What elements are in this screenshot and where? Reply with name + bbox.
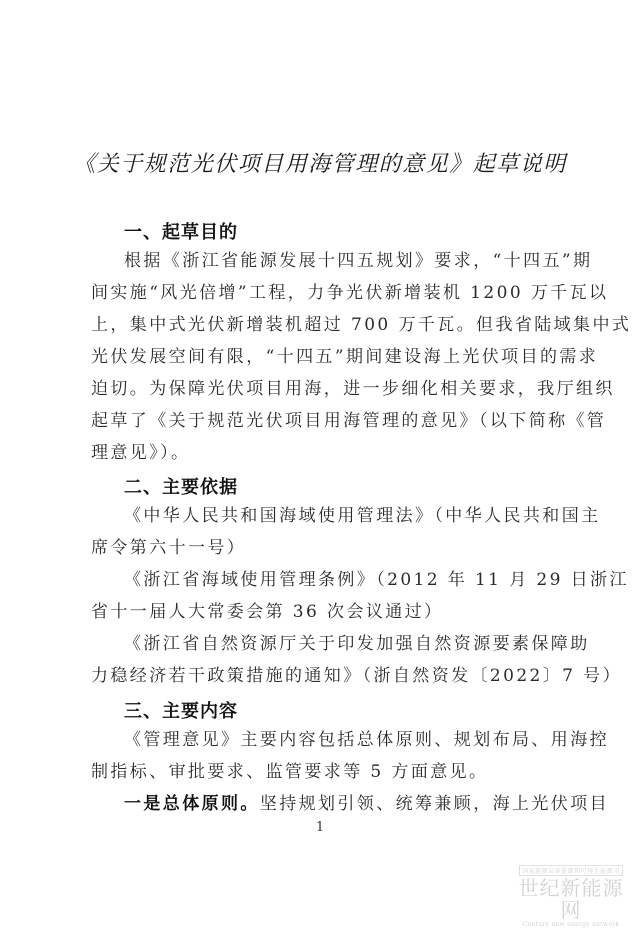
paragraph-line: 光伏发展空间有限，“十四五”期间建设海上光伏项目的需求 — [91, 347, 599, 367]
paragraph-line: 《管理意见》主要内容包括总体原则、规划布局、用海控 — [124, 730, 609, 750]
paragraph-line: 席令第六十一号） — [91, 538, 247, 558]
paragraph-line: 起草了《关于规范光伏项目用海管理的意见》（以下简称《管 — [91, 411, 607, 431]
principle-text: 坚持规划引领、统筹兼顾，海上光伏项目 — [259, 794, 610, 814]
paragraph-line: 迫切。为保障光伏项目用海，进一步细化相关要求，我厅组织 — [91, 379, 615, 399]
paragraph-line: 《中华人民共和国海域使用管理法》（中华人民共和国主 — [124, 506, 601, 526]
principle-label: 一是总体原则。 — [124, 794, 260, 814]
paragraph-line: 《浙江省海域使用管理条例》（2012 年 11 月 29 日浙江 — [124, 570, 629, 590]
section-heading-content: 三、主要内容 — [124, 701, 238, 722]
paragraph-line: 间实施“风光倍增”工程，力争光伏新增装机 1200 万千瓦以 — [91, 283, 609, 303]
paragraph-line — [124, 793, 610, 815]
paragraph-line: 理意见》）。 — [91, 443, 191, 463]
watermark — [510, 858, 632, 928]
paragraph-line: 上，集中式光伏新增装机超过 700 万千瓦。但我省陆域集中式 — [91, 315, 632, 335]
page-number: 1 — [315, 820, 325, 835]
paragraph-line: 根据《浙江省能源发展十四五规划》要求，“十四五”期 — [124, 251, 593, 271]
paragraph-line: 力稳经济若干政策措施的通知》（浙自然资发〔2022〕7 号） — [91, 666, 622, 686]
section-heading-basis: 二、主要依据 — [124, 477, 238, 498]
paragraph-line: 省十一届人大常委会第 36 次会议通过） — [91, 602, 444, 622]
watermark-top: 国家能源局新能源和可再生能源司 — [519, 865, 623, 876]
paragraph-line: 制指标、审批要求、监管要求等 5 方面意见。 — [91, 762, 489, 782]
document-title: 《关于规范光伏项目用海管理的意见》起草说明 — [73, 152, 567, 177]
watermark-logo-text: 世纪新能源网 — [518, 876, 624, 922]
watermark-subtitle: Century new energy network — [522, 921, 620, 928]
paragraph-line: 《浙江省自然资源厅关于印发加强自然资源要素保障助 — [124, 634, 590, 654]
section-heading-purpose: 一、起草目的 — [124, 222, 238, 243]
